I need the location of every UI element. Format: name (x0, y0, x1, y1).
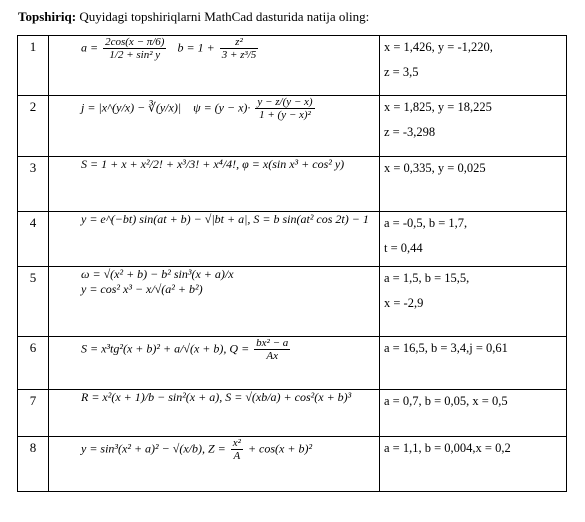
fraction-numerator: 2cos(x − π/6) (105, 36, 165, 48)
row-number: 7 (29, 393, 37, 408)
answer-cell (380, 437, 567, 492)
table-row (18, 390, 567, 437)
row-number: 5 (29, 270, 37, 285)
formula-r: R = x²(x + 1)/b − sin²(x + a) (81, 390, 220, 404)
formula-cell: R = x²(x + 1)/b − sin²(x + a), S = √(xb/a) + cos²(x + b)³ (49, 390, 380, 437)
formula-psi-fraction (255, 96, 314, 121)
row-number: 1 (29, 39, 37, 54)
formula-psi-label: ψ = (y − x)· (193, 100, 251, 115)
task-table (17, 35, 567, 492)
formula-z-fraction (231, 437, 243, 462)
formula-y: y = cos² x³ − x/√(a² + b²) (81, 282, 203, 296)
fraction-numerator: bx² − a (256, 337, 289, 349)
table-row (18, 157, 567, 212)
answer-cell (380, 96, 567, 157)
formula-s: S = x³tg²(x + b)² + a/√(x + b) (81, 341, 224, 356)
answer-line: a = 1,1, b = 0,004,x = 0,2 (384, 441, 511, 455)
formula-b-fraction (220, 36, 259, 61)
heading-label: Topshiriq: (18, 9, 77, 24)
answer-line: x = -2,9 (384, 296, 424, 310)
fraction-denominator: Ax (266, 350, 279, 362)
answer-cell (380, 337, 567, 390)
table-row (18, 267, 567, 337)
row-number: 2 (29, 99, 37, 114)
row-number: 6 (29, 340, 37, 355)
table-row (18, 212, 567, 267)
formula-cell: y = sin³(x² + a)² − √(x/b), Z = $\frac{\text{x²}}{A}$ + cos(x + b)² (49, 437, 380, 492)
formula-z-label: Z = (207, 441, 226, 456)
answer-cell (380, 212, 567, 267)
formula-cell: y = e^(−bt) sin(at + b) − √|bt + a|, S = b sin(at² cos 2t) − 1 (49, 212, 380, 267)
formula-cell: S = x³tg²(x + b)² + a/√(x + b), Q = $\frac{\text{bx² − a}}{Ax}$ (49, 337, 380, 390)
formula-a-label: a = (81, 40, 99, 55)
formula-b-label: b = 1 + (177, 40, 215, 55)
fraction-denominator: 1/2 + sin² y (109, 49, 161, 61)
answer-line: x = 0,335, y = 0,025 (384, 161, 486, 175)
answer-line: t = 0,44 (384, 241, 423, 255)
answer-line: z = 3,5 (384, 65, 419, 79)
formula-cell (49, 267, 380, 337)
row-number: 8 (29, 440, 37, 455)
formula-phi: φ = x(sin x³ + cos² y) (242, 157, 345, 171)
formula-z-tail: + cos(x + b)² (247, 441, 313, 456)
formula-q-fraction (254, 337, 290, 362)
answer-cell (380, 157, 567, 212)
fraction-denominator: 1 + (y − x)² (259, 109, 311, 121)
answer-line: z = -3,298 (384, 125, 436, 139)
row-number: 3 (29, 160, 37, 175)
formula-a-fraction (103, 36, 166, 61)
formula-j: j = |x^(y/x) − ∛(y/x)| (81, 100, 182, 115)
table-row (18, 96, 567, 157)
row-number: 4 (29, 215, 37, 230)
answer-line: a = 1,5, b = 15,5, (384, 271, 470, 285)
fraction-denominator: 3 + z³/5 (221, 49, 257, 61)
formula-s: S = 1 + x + x²/2! + x³/3! + x⁴/4! (81, 157, 237, 171)
fraction-numerator: z² (220, 36, 259, 49)
fraction-denominator: A (233, 450, 241, 462)
answer-cell (380, 390, 567, 437)
formula-y: y = e^(−bt) sin(at + b) − √|bt + a| (81, 212, 248, 226)
table-row (18, 36, 567, 96)
answer-line: x = 1,426, y = -1,220, (384, 40, 493, 54)
formula-s: S = √(xb/a) + cos²(x + b)³ (225, 390, 352, 404)
heading-text: Quyidagi topshiriqlarni MathCad dasturida natija oling: (79, 9, 370, 24)
answer-line: a = 0,7, b = 0,05, x = 0,5 (384, 394, 508, 408)
answer-cell (380, 267, 567, 337)
table-row (18, 437, 567, 492)
formula-cell (49, 36, 380, 96)
formula-omega: ω = √(x² + b) − b² sin³(x + a)/x (81, 267, 234, 281)
formula-cell: S = 1 + x + x²/2! + x³/3! + x⁴/4!, φ = x(sin x³ + cos² y) (49, 157, 380, 212)
formula-s: S = b sin(at² cos 2t) − 1 (253, 212, 369, 226)
answer-line: a = 16,5, b = 3,4,j = 0,61 (384, 341, 508, 355)
formula-cell (49, 96, 380, 157)
answer-line: a = -0,5, b = 1,7, (384, 216, 468, 230)
task-heading (18, 9, 369, 25)
answer-line: x = 1,825, y = 18,225 (384, 100, 492, 114)
answer-cell (380, 36, 567, 96)
formula-q-label: Q = (229, 341, 250, 356)
formula-y: y = sin³(x² + a)² − √(x/b) (81, 441, 202, 456)
fraction-numerator: y − z/(y − x) (257, 96, 313, 108)
table-row (18, 337, 567, 390)
fraction-numerator: x² (232, 437, 241, 449)
